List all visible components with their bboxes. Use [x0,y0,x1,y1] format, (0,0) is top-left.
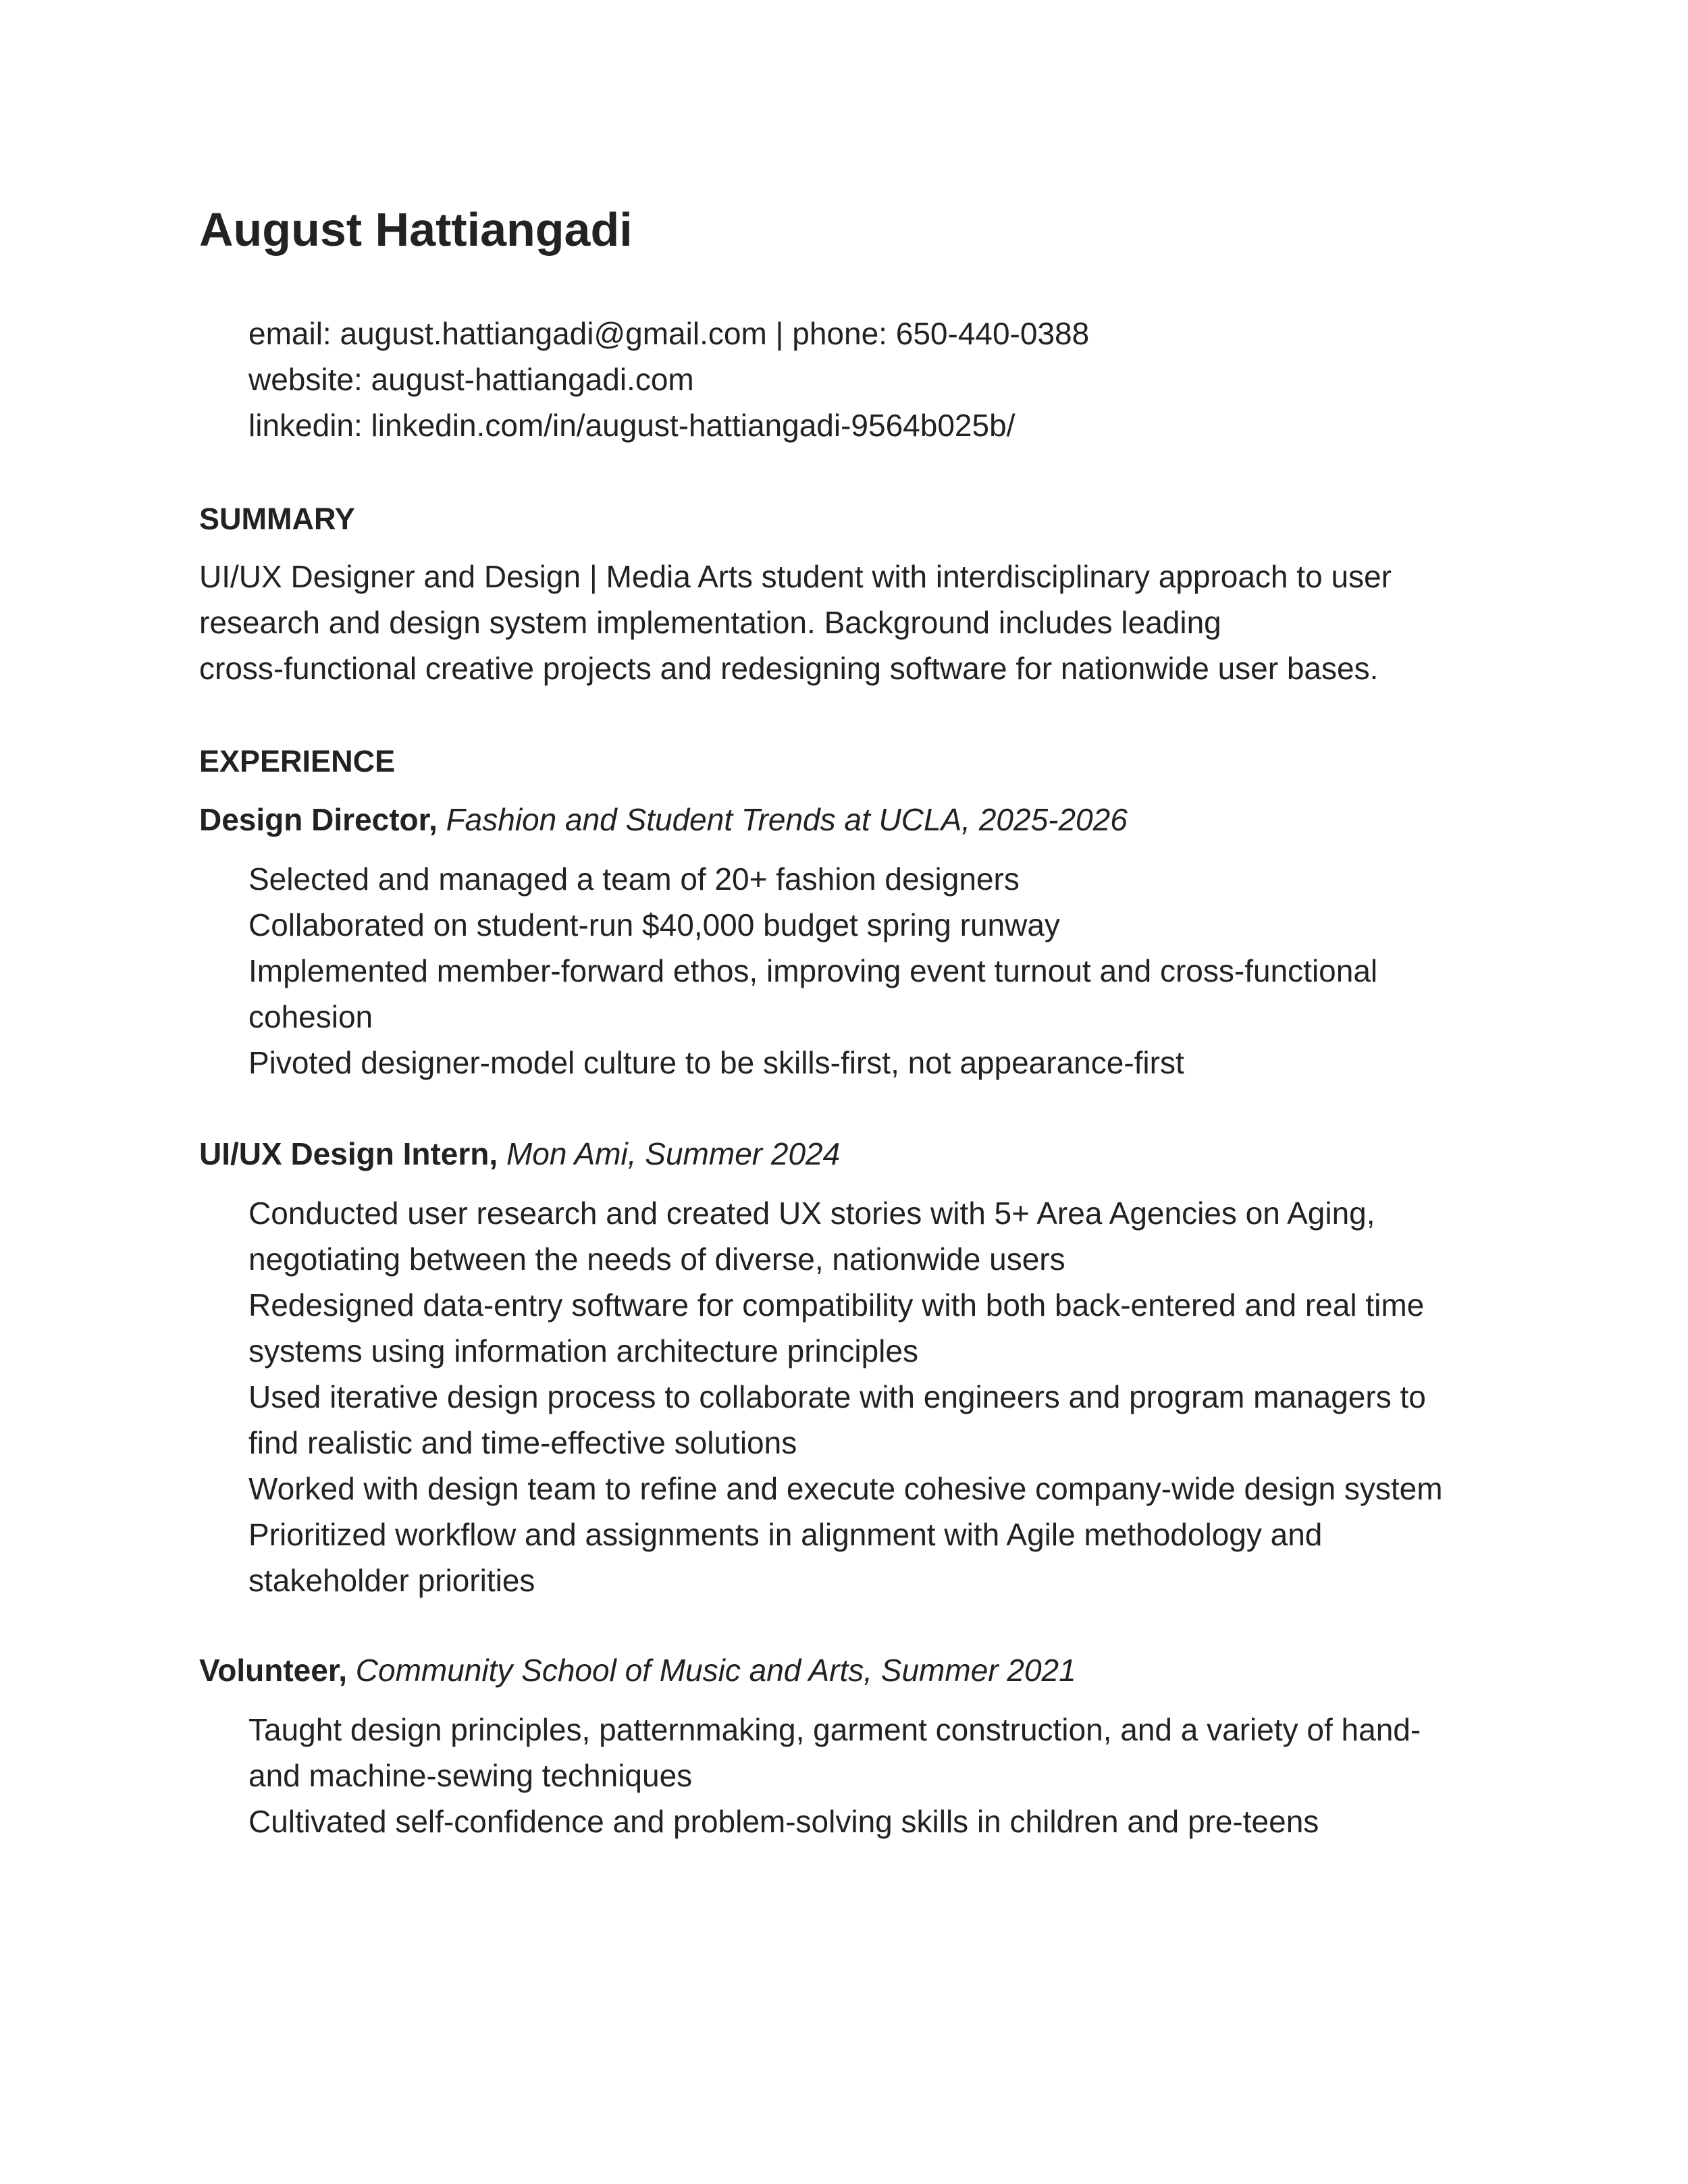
contact-website: website: august-hattiangadi.com [248,362,694,397]
job-bullet: Cultivated self-confidence and problem-solving skills in children and pre-teens [248,1804,1319,1839]
job-bullet: Selected and managed a team of 20+ fashion designers [248,861,1020,897]
job-bullet: and machine-sewing techniques [248,1758,693,1793]
job-bullet: Pivoted designer-model culture to be skills-first, not appearance-first [248,1045,1184,1080]
summary-line: cross-functional creative projects and redesigning software for nationwide user bases. [199,651,1379,686]
job-bullet: systems using information architecture principles [248,1333,918,1368]
summary-heading: SUMMARY [199,502,355,536]
job-role: UI/UX Design Intern, [199,1136,498,1171]
job-title-ux-intern [199,1131,840,1177]
job-bullet: Used iterative design process to collaborate with engineers and program managers to [248,1379,1426,1414]
job-bullet: Collaborated on student-run $40,000 budget spring runway [248,907,1060,942]
contact-linkedin: linkedin: linkedin.com/in/august-hattiangadi-9564b025b/ [248,408,1016,443]
job-bullet: Worked with design team to refine and execute cohesive company-wide design system [248,1471,1443,1506]
job-org: Community School of Music and Arts, Summer 2021 [355,1653,1076,1688]
job-bullets-volunteer [248,1707,1421,1844]
job-title-volunteer [199,1647,1076,1693]
job-bullets-design-director [248,856,1377,1086]
job-bullet: Prioritized workflow and assignments in alignment with Agile methodology and [248,1517,1323,1552]
contact-email-phone: email: august.hattiangadi@gmail.com | phone: 650-440-0388 [248,316,1090,351]
job-bullet: negotiating between the needs of diverse, nationwide users [248,1242,1065,1277]
job-bullet: find realistic and time-effective solutions [248,1425,797,1460]
job-role: Design Director, [199,802,438,837]
summary-line: research and design system implementation. Background includes leading [199,605,1221,640]
job-bullet: cohesion [248,999,373,1034]
summary-line: UI/UX Designer and Design | Media Arts student with interdisciplinary approach to user [199,559,1392,594]
resume-name: August Hattiangadi [199,203,633,256]
summary-text [199,554,1550,691]
job-org: Fashion and Student Trends at UCLA, 2025-2026 [446,802,1128,837]
job-bullet: Implemented member-forward ethos, improving event turnout and cross-functional [248,953,1378,988]
job-bullet: Redesigned data-entry software for compatibility with both back-entered and real time [248,1287,1425,1323]
job-bullet: Conducted user research and created UX stories with 5+ Area Agencies on Aging, [248,1196,1375,1231]
job-bullets-ux-intern [248,1190,1443,1603]
job-role: Volunteer, [199,1653,347,1688]
job-bullet: Taught design principles, patternmaking, garment construction, and a variety of hand- [248,1712,1421,1747]
contact-info [248,311,1089,448]
job-org: Mon Ami, Summer 2024 [506,1136,841,1171]
job-bullet: stakeholder priorities [248,1563,535,1598]
experience-heading: EXPERIENCE [199,744,396,778]
job-title-design-director [199,797,1128,843]
